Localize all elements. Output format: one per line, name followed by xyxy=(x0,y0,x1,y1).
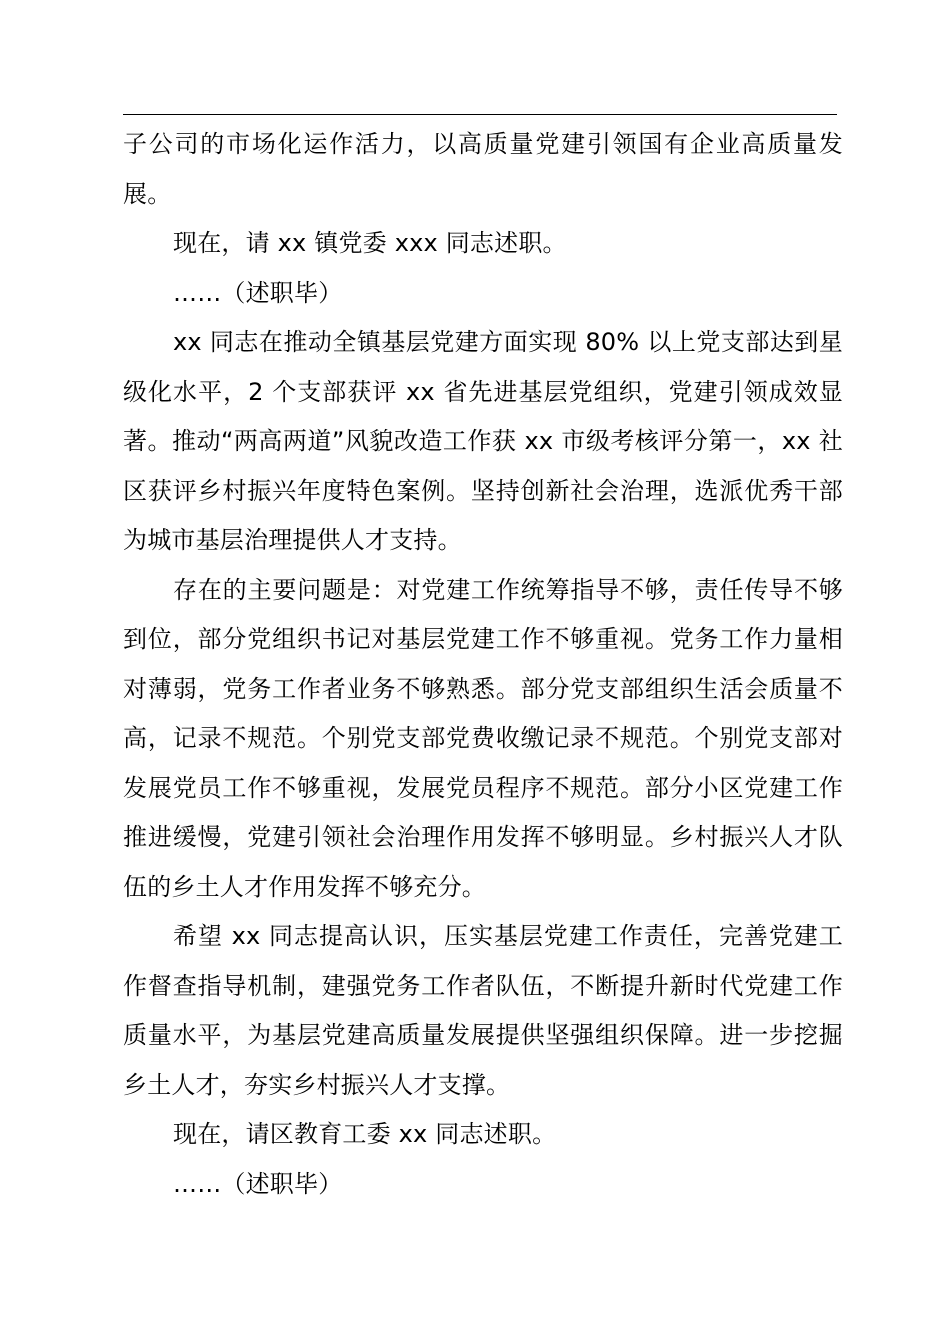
paragraph-achievements: xx 同志在推动全镇基层党建方面实现 80% 以上党支部达到星级化水平，2 个支部获评 xx 省先进基层党组织，党建引领成效显著。推动“两高两道”风貌改造工作获 xx 市级考核评分第一，xx 社区获评乡村振兴年度特色案例。坚持创新社会治理，选派优秀干部为城市基层治理提供人才支持。 xyxy=(123,328,843,554)
paragraph-invite-speaker: 现在，请 xx 镇党委 xxx 同志述职。 xyxy=(173,229,567,257)
paragraph-speech-end-2: ……（述职毕） xyxy=(173,1169,343,1198)
paragraph-continuation: 子公司的市场化运作活力，以高质量党建引领国有企业高质量发展。 xyxy=(123,130,843,208)
document-body xyxy=(123,120,843,1209)
paragraph-invite-next-speaker: 现在，请区教育工委 xx 同志述职。 xyxy=(173,1120,557,1148)
header-rule xyxy=(123,114,837,115)
paragraph-expectations: 希望 xx 同志提高认识，压实基层党建工作责任，完善党建工作督查指导机制，建强党务工作者队伍，不断提升新时代党建工作质量水平，为基层党建高质量发展提供坚强组织保障。进一步挖掘乡土人才，夯实乡村振兴人才支撑。 xyxy=(123,922,843,1099)
paragraph-problems: 存在的主要问题是：对党建工作统筹指导不够，责任传导不够到位，部分党组织书记对基层党建工作不够重视。党务工作力量相对薄弱，党务工作者业务不够熟悉。部分党支部组织生活会质量不高，记录不规范。个别党支部党费收缴记录不规范。个别党支部对发展党员工作不够重视，发展党员程序不规范。部分小区党建工作推进缓慢，党建引领社会治理作用发挥不够明显。乡村振兴人才队伍的乡土人才作用发挥不够充分。 xyxy=(123,575,843,901)
paragraph-speech-end: ……（述职毕） xyxy=(173,278,343,307)
